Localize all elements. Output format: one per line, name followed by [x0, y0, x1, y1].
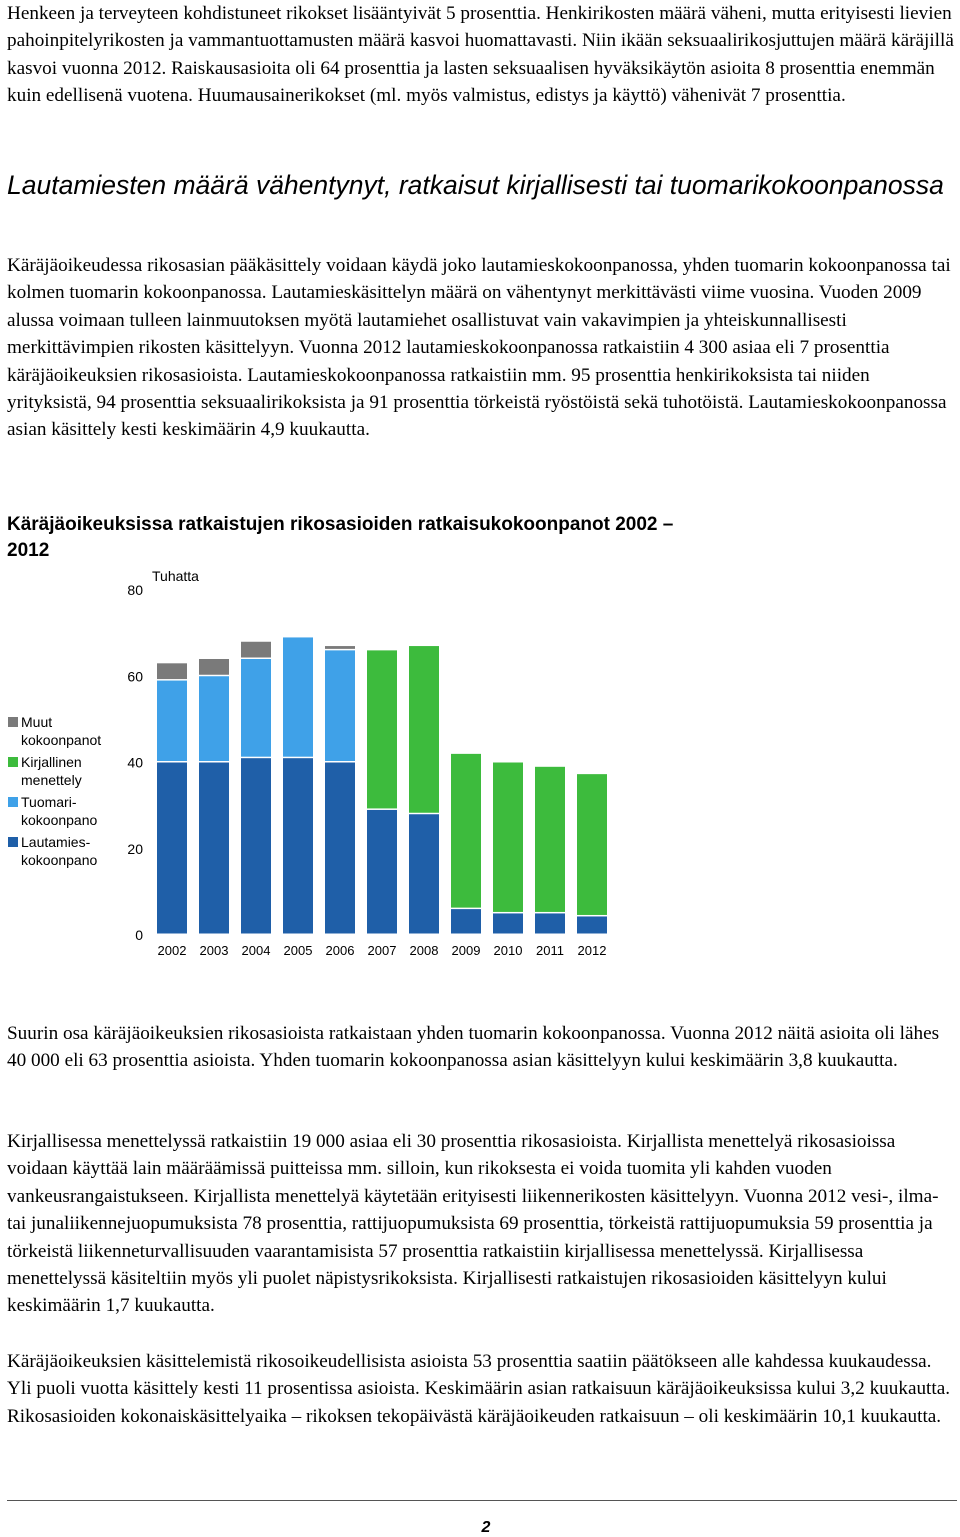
- legend-swatch: [8, 837, 18, 847]
- bar-segment: [367, 810, 397, 934]
- x-tick-label: 2004: [241, 943, 271, 958]
- legend-swatch: [8, 717, 18, 727]
- legend-label: kokoonpano: [21, 812, 98, 828]
- y-tick-label: 20: [127, 840, 143, 857]
- x-tick-label: 2009: [451, 943, 481, 958]
- bar-segment: [535, 767, 565, 912]
- x-tick-label: 2008: [409, 943, 439, 958]
- body-paragraph-1: Käräjäoikeudessa rikosasian pääkäsittely voidaan käydä joko lautamieskokoonpanossa, yhden tuomarin kokoonpanossa tai kolmen tuomarin kokoonpanossa. Lautamieskäsittelyn määrä on vähentynyt merkittävästi viime vuosina. Vuoden 2009 alussa voimaan tulleen lainmuutoksen myötä lautamiehet osallistuvat vain vakavimpien ja yhteiskunnallisesti merkittävimpien rikosten käsittelyyn. Vuonna 2012 lautamieskokoonpanossa ratkaistiin 4 300 asiaa eli 7 prosenttia käräjäoikeuksien rikosasioista. Lautamieskokoonpanossa ratkaistiin mm. 95 prosenttia henkirikoksista tai niiden yrityksistä, 94 prosenttia seksuaalirikoksista ja 91 prosenttia törkeistä ryöstöistä sekä tuhotöistä. Lautamieskokoonpanossa asian käsittely kesti keskimäärin 4,9 kuukautta.: [7, 255, 951, 441]
- bar-segment: [577, 774, 607, 915]
- legend-label: Tuomari-: [21, 794, 77, 810]
- x-tick-label: 2007: [367, 943, 397, 958]
- bar-segment: [241, 758, 271, 933]
- footer-divider: [7, 1500, 957, 1501]
- legend-label: kokoonpanot: [21, 732, 102, 748]
- legend-swatch: [8, 757, 18, 767]
- legend-label: Kirjallinen: [21, 754, 82, 770]
- x-tick-label: 2003: [199, 943, 229, 958]
- bar-segment: [241, 659, 271, 757]
- bar-segment: [157, 663, 187, 679]
- bar-segment: [199, 763, 229, 934]
- intro-paragraph: Henkeen ja terveyteen kohdistuneet rikokset lisääntyivät 5 prosenttia. Henkirikosten määrä väheni, mutta erityisesti lievien pahoinpitelyrikosten ja vammantuottamusten määrä kasvoi huomattavasti. Niin ikään seksuaalirikosjuttujen määrä käräjillä kasvoi vuonna 2012. Raiskausasioita oli 64 prosenttia ja lasten seksuaalisen hyväksikäytön asioita 8 prosenttia enemmän kuin edellisenä vuotena. Huumausainerikokset (ml. myös valmistus, edistys ja käyttö) vähenivät 7 prosenttia.: [7, 3, 954, 107]
- body-paragraph-3: Kirjallisessa menettelyssä ratkaistiin 19 000 asiaa eli 30 prosenttia rikosasioista. Kirjallista menettelyä rikosasioissa voidaan käyttää lain määräämissä puitteissa mm. silloin, kun rikoksesta ei voida tuomita yli kahden vuoden vankeusrangaistukseen. Kirjallista menettelyä käytetään erityisesti liikennerikosten käsittelyyn. Vuonna 2012 vesi-, ilma- tai junaliikennejuopumuksista 78 prosenttia, rattijuopumuksista 69 prosenttia, törkeistä rattijuopumuksia 59 prosenttia ja törkeistä liikenneturvallisuuden vaarantamisista 57 prosenttia ratkaistiin kirjallisessa menettelyssä. Kirjallisessa menettelyssä käsiteltiin myös yli puolet näpistysrikoksista. Kirjallisesti ratkaistujen rikosasioiden käsittelyyn kului keskimäärin 1,7 kuukautta.: [7, 1131, 939, 1317]
- bar-segment: [157, 681, 187, 761]
- bar-segment: [283, 758, 313, 933]
- y-tick-label: 40: [127, 754, 143, 771]
- x-tick-label: 2005: [283, 943, 313, 958]
- bar-segment: [157, 763, 187, 934]
- bar-segment: [325, 646, 355, 649]
- bar-segment: [493, 763, 523, 912]
- chart-title: Käräjäoikeuksissa ratkaistujen rikosasioiden ratkaisukokoonpanot 2002 – 2012: [7, 514, 674, 561]
- stacked-bar-chart: [0, 560, 660, 980]
- bar-segment: [535, 913, 565, 933]
- body-paragraph-4: Käräjäoikeuksien käsittelemistä rikosoikeudellisista asioista 53 prosenttia saatiin päätökseen alle kahdessa kuukaudessa. Yli puoli vuotta käsittely kesti 11 prosentissa asioista. Keskimäärin asian ratkaisuun käräjäoikeuksissa kului 3,2 kuukautta. Rikosasioiden kokonaiskäsittelyaika – rikoksen tekopäivästä käräjäoikeuden ratkaisuun – oli keskimäärin 10,1 kuukautta.: [7, 1351, 951, 1427]
- legend-label: Lautamies-: [21, 834, 91, 850]
- legend-label: kokoonpano: [21, 852, 98, 868]
- y-tick-label: 80: [127, 582, 143, 598]
- body-paragraph-2: Suurin osa käräjäoikeuksien rikosasioista ratkaistaan yhden tuomarin kokoonpanossa. Vuonna 2012 näitä asioita oli lähes 40 000 eli 63 prosenttia asioista. Yhden tuomarin kokoonpanossa asian käsittelyyn kului keskimäärin 3,8 kuukautta.: [7, 1023, 940, 1072]
- bar-segment: [493, 913, 523, 933]
- x-tick-label: 2011: [536, 943, 564, 958]
- bar-segment: [325, 763, 355, 934]
- bar-segment: [451, 754, 481, 908]
- x-tick-label: 2002: [157, 943, 187, 958]
- bar-segment: [367, 650, 397, 808]
- x-tick-label: 2012: [577, 943, 607, 958]
- bar-segment: [409, 646, 439, 813]
- x-tick-label: 2010: [493, 943, 523, 958]
- x-tick-label: 2006: [325, 943, 355, 958]
- bar-segment: [283, 637, 313, 756]
- bar-segment: [199, 659, 229, 675]
- page-number: 2: [481, 1519, 491, 1536]
- y-axis-unit-label: Tuhatta: [152, 568, 199, 584]
- legend-swatch: [8, 797, 18, 807]
- bar-segment: [409, 814, 439, 933]
- y-tick-label: 0: [135, 927, 143, 943]
- legend-label: Muut: [21, 714, 53, 730]
- bar-segment: [325, 650, 355, 761]
- bar-segment: [241, 642, 271, 658]
- section-heading: Lautamiesten määrä vähentynyt, ratkaisut kirjallisesti tai tuomarikokoonpanossa: [7, 170, 944, 200]
- bar-segment: [199, 676, 229, 761]
- bar-segment: [577, 916, 607, 933]
- bar-segment: [451, 909, 481, 933]
- y-tick-label: 60: [127, 668, 143, 685]
- legend-label: menettely: [21, 772, 82, 788]
